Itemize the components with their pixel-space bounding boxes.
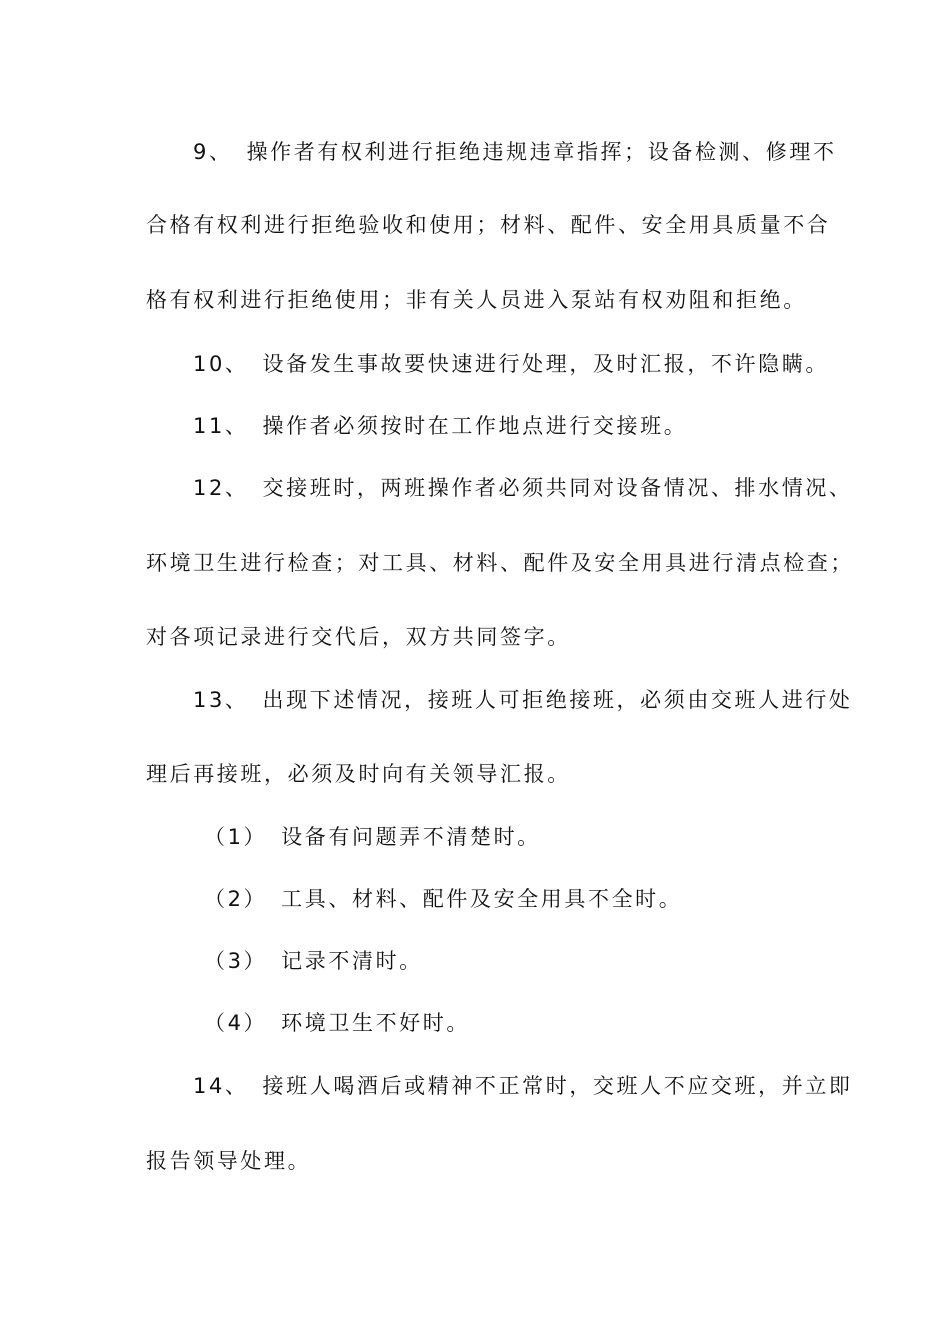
sub-item-2 <box>204 885 682 913</box>
paragraph-text: 合格有权利进行拒绝验收和使用；材料、配件、安全用具质量不合 <box>146 213 831 237</box>
item-13-line-2 <box>146 760 571 788</box>
item-14-line-1 <box>193 1072 853 1100</box>
item-number: （4） <box>204 1011 268 1035</box>
paragraph-text: 格有权利进行拒绝使用；非有关人员进入泵站有权劝阻和拒绝。 <box>146 288 807 312</box>
paragraph-text: 工具、材料、配件及安全用具不全时。 <box>281 887 683 911</box>
sub-item-1 <box>204 823 541 851</box>
paragraph-text: 环境卫生进行检查；对工具、材料、配件及安全用具进行清点检查； <box>146 551 854 575</box>
item-12-line-2 <box>146 549 854 577</box>
sub-item-4 <box>204 1009 470 1037</box>
sub-item-3 <box>204 947 423 975</box>
item-9-line-3 <box>146 286 807 314</box>
item-13-line-1 <box>193 686 853 714</box>
item-10 <box>193 350 829 378</box>
paragraph-text: 设备发生事故要快速进行处理，及时汇报，不许隐瞒。 <box>262 352 829 376</box>
paragraph-text: 对各项记录进行交代后，双方共同签字。 <box>146 625 571 649</box>
item-number: 10、 <box>193 352 249 376</box>
item-number: （2） <box>204 887 268 911</box>
item-number: 13、 <box>193 688 249 712</box>
paragraph-text: 操作者有权利进行拒绝违规违章指挥；设备检测、修理不 <box>246 140 837 164</box>
paragraph-text: 出现下述情况，接班人可拒绝接班，必须由交班人进行处 <box>262 688 853 712</box>
item-12-line-3 <box>146 623 571 651</box>
item-number: （3） <box>204 949 268 973</box>
paragraph-text: 报告领导处理。 <box>146 1149 312 1173</box>
paragraph-text: 记录不清时。 <box>281 949 423 973</box>
item-number: 11、 <box>193 414 249 438</box>
paragraph-text: 设备有问题弄不清楚时。 <box>281 825 541 849</box>
item-14-line-2 <box>146 1147 311 1175</box>
paragraph-text: 交接班时，两班操作者必须共同对设备情况、排水情况、 <box>262 476 853 500</box>
item-11 <box>193 412 687 440</box>
item-number: 9、 <box>193 140 233 164</box>
item-number: 12、 <box>193 476 249 500</box>
paragraph-text: 理后再接班，必须及时向有关领导汇报。 <box>146 762 571 786</box>
item-12-line-1 <box>193 474 853 502</box>
item-number: 14、 <box>193 1074 249 1098</box>
paragraph-text: 环境卫生不好时。 <box>281 1011 470 1035</box>
paragraph-text: 操作者必须按时在工作地点进行交接班。 <box>262 414 688 438</box>
item-9-line-2 <box>146 211 830 239</box>
item-number: （1） <box>204 825 268 849</box>
item-9-line-1 <box>193 138 837 166</box>
paragraph-text: 接班人喝酒后或精神不正常时，交班人不应交班，并立即 <box>262 1074 853 1098</box>
